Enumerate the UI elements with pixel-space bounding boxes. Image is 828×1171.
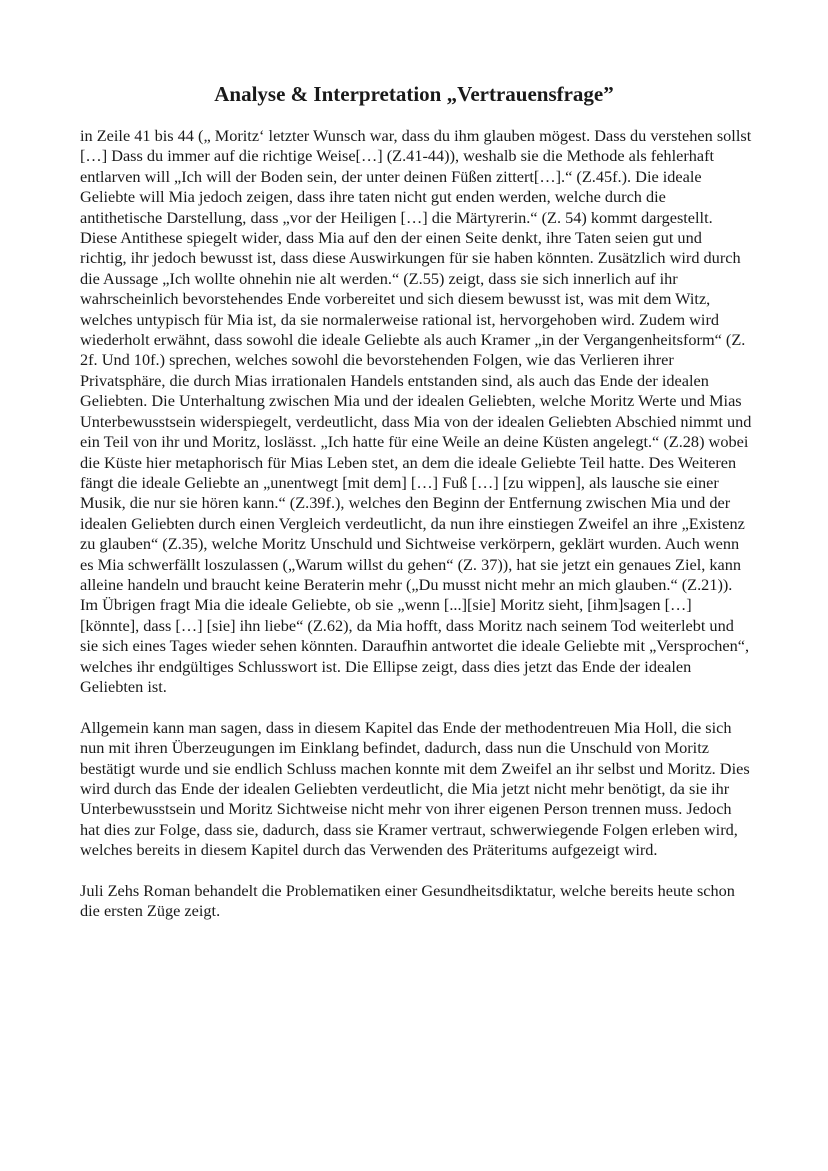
page-title: Analyse & Interpretation „Vertrauensfrage” — [214, 82, 614, 106]
paragraph-analysis: in Zeile 41 bis 44 („ Moritz‘ letzter Wunsch war, dass du ihm glauben mögest. Dass du verstehen sollst […] Dass du immer auf die richtige Weise[…] (Z.41-44)), weshalb sie die Methode als fehlerhaft entlarven will „Ich will der Boden sein, der unter deinen Füßen zittert[…].“ (Z.45f.). Die ideale Geliebte will Mia jedoch zeigen, dass ihre taten nicht gut enden werden, welche durch die antithetische Darstellung, dass „vor der Heiligen […] die Märtyrerin.“ (Z. 54) kommt dargestellt. Diese Antithese spiegelt wider, dass Mia auf den der einen Seite denkt, ihre Taten seien gut und richtig, ihr jedoch bewusst ist, dass diese Auswirkungen für sie haben könnten. Zusätzlich wird durch die Aussage „Ich wollte ohnehin nie alt werden.“ (Z.55) zeigt, dass sie sich innerlich auf ihr wahrscheinlich bevorstehendes Ende vorbereitet und sich diesem bewusst ist, was mit dem Witz, welches untypisch für Mia ist, da sie normalerweise rational ist, hervorgehoben wird. Zudem wird wiederholt erwähnt, dass sowohl die ideale Geliebte als auch Kramer „in der Vergangenheitsform“ (Z. 2f. Und 10f.) sprechen, welches sowohl die bevorstehenden Folgen, wie das Verlieren ihrer Privatsphäre, die durch Mias irrationalen Handels entstanden sind, als auch das Ende der idealen Geliebten. Die Unterhaltung zwischen Mia und der idealen Geliebten, welche Moritz Werte und Mias Unterbewusstsein widerspiegelt, verdeutlicht, dass Mia von der idealen Geliebten Abschied nimmt und ein Teil von ihr und Moritz, loslässt. „Ich hatte für eine Weile an deine Küsten angelegt.“ (Z.28) wobei die Küste hier metaphorisch für Mias Leben stet, an dem die ideale Geliebte Teil hatte. Des Weiteren fängt die ideale Geliebte an „unentwegt [mit dem] […] Fuß […] [zu wippen], als lausche sie einer Musik, die nur sie hören kann.“ (Z.39f.), welches den Beginn der Entfernung zwischen Mia und der idealen Geliebten durch einen Vergleich verdeutlicht, da nun ihre einstiegen Zweifel an ihre „Existenz zu glauben“ (Z.35), welche Moritz Unschuld und Sichtweise verkörpern, geklärt wurden. Auch wenn es Mia schwerfällt loszulassen („Warum willst du gehen“ (Z. 37)), hat sie jetzt ein genaues Ziel, kann alleine handeln und braucht keine Beraterin mehr („Du musst nicht mehr an mich glauben.“ (Z.21)). Im Übrigen fragt Mia die ideale Geliebte, ob sie „wenn [...][sie] Moritz sieht, [ihm]sagen […] [könnte], dass […] [sie] ihn liebe“ (Z.62), da Mia hofft, dass Moritz nach seinem Tod weiterlebt und sie sich eines Tages wieder sehen könnten. Daraufhin antwortet die ideale Geliebte mit „Versprochen“, welches ihr endgültiges Schlusswort ist. Die Ellipse zeigt, dass dies jetzt das Ende der idealen Geliebten ist. — [80, 126, 752, 696]
paragraph-closing: Juli Zehs Roman behandelt die Problematiken einer Gesundheitsdiktatur, welche bereits heute schon die ersten Züge zeigt. — [80, 881, 735, 921]
document-body — [80, 126, 752, 922]
paragraph-conclusion: Allgemein kann man sagen, dass in diesem Kapitel das Ende der methodentreuen Mia Holl, die sich nun mit ihren Überzeugungen im Einklang befindet, dadurch, dass nun die Unschuld von Moritz bestätigt wurde und sie endlich Schluss machen konnte mit dem Zweifel an ihr selbst und Moritz. Dies wird durch das Ende der idealen Geliebten verdeutlicht, die Mia jetzt nicht mehr benötigt, da sie ihr Unterbewusstsein und Moritz Sichtweise nicht mehr von ihrer eigenen Person trennen muss. Jedoch hat dies zur Folge, dass sie, dadurch, dass sie Kramer vertraut, schwerwiegende Folgen erleben wird, welches bereits in diesem Kapitel durch das Verwenden des Präteritums aufgezeigt wird. — [80, 717, 750, 860]
